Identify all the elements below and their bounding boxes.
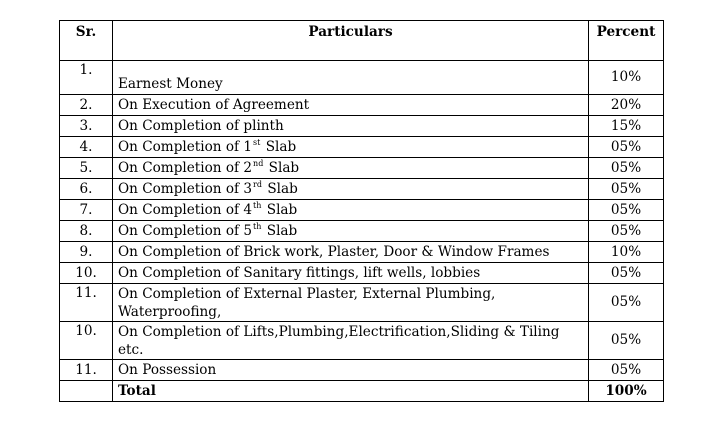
ordinal-suffix: rd — [253, 179, 262, 189]
table-row — [60, 158, 664, 179]
particulars-text: On Completion of 4 — [118, 201, 253, 218]
table-row — [60, 200, 664, 221]
header-sr: Sr. — [60, 21, 113, 61]
table-row — [60, 263, 664, 284]
particulars-suffix: Slab — [266, 201, 298, 218]
table-row — [60, 360, 664, 381]
particulars-suffix: Slab — [268, 159, 300, 176]
row-percent: 05% — [589, 322, 664, 360]
row-percent: 10% — [589, 242, 664, 263]
table-row — [60, 116, 664, 137]
table-row — [60, 242, 664, 263]
row-sr: 4. — [60, 137, 113, 158]
row-sr: 2. — [60, 95, 113, 116]
row-percent: 05% — [589, 179, 664, 200]
particulars-text: On Completion of 3 — [118, 180, 253, 197]
particulars-suffix: Slab — [265, 138, 297, 155]
particulars-suffix: Slab — [267, 180, 298, 197]
row-percent: 20% — [589, 95, 664, 116]
row-sr: 6. — [60, 179, 113, 200]
total-label: Total — [113, 381, 589, 402]
row-percent: 05% — [589, 221, 664, 242]
row-particulars: On Possession — [113, 360, 589, 381]
row-sr: 10. — [60, 263, 113, 284]
table-row — [60, 221, 664, 242]
row-percent: 10% — [589, 61, 664, 95]
row-particulars — [113, 179, 589, 200]
particulars-text: On Completion of 1 — [118, 138, 253, 155]
particulars-text: On Completion of 5 — [118, 222, 253, 239]
row-particulars — [113, 137, 589, 158]
row-percent: 05% — [589, 263, 664, 284]
total-row — [60, 381, 664, 402]
row-particulars: On Completion of Brick work, Plaster, Door & Window Frames — [113, 242, 589, 263]
header-percent: Percent — [589, 21, 664, 61]
total-sr — [60, 381, 113, 402]
row-particulars — [113, 158, 589, 179]
ordinal-suffix: nd — [253, 158, 264, 168]
row-percent: 05% — [589, 200, 664, 221]
ordinal-suffix: th — [253, 200, 262, 210]
row-particulars — [113, 221, 589, 242]
particulars-text: On Completion of 2 — [118, 159, 253, 176]
row-particulars: On Completion of plinth — [113, 116, 589, 137]
row-particulars: Earnest Money — [113, 61, 589, 95]
table-row — [60, 322, 664, 360]
row-sr: 11. — [60, 360, 113, 381]
particulars-suffix: Slab — [266, 222, 298, 239]
row-particulars: On Completion of External Plaster, External Plumbing, Waterproofing, — [113, 284, 589, 322]
ordinal-suffix: st — [253, 137, 261, 147]
row-particulars: On Execution of Agreement — [113, 95, 589, 116]
table-row — [60, 61, 664, 95]
table-row — [60, 179, 664, 200]
row-sr: 7. — [60, 200, 113, 221]
row-sr: 10. — [60, 322, 113, 360]
row-sr: 1. — [60, 61, 113, 95]
row-percent: 05% — [589, 284, 664, 322]
row-percent: 05% — [589, 158, 664, 179]
row-sr: 11. — [60, 284, 113, 322]
row-percent: 15% — [589, 116, 664, 137]
row-sr: 9. — [60, 242, 113, 263]
table-header-row — [60, 21, 664, 61]
payment-schedule-table — [59, 20, 664, 402]
row-percent: 05% — [589, 137, 664, 158]
total-percent: 100% — [589, 381, 664, 402]
row-sr: 5. — [60, 158, 113, 179]
row-particulars: On Completion of Sanitary fittings, lift wells, lobbies — [113, 263, 589, 284]
table-row — [60, 284, 664, 322]
table-row — [60, 95, 664, 116]
table-row — [60, 137, 664, 158]
row-particulars: On Completion of Lifts,Plumbing,Electrification,Sliding & Tiling etc. — [113, 322, 589, 360]
header-particulars: Particulars — [113, 21, 589, 61]
row-sr: 3. — [60, 116, 113, 137]
ordinal-suffix: th — [253, 221, 262, 231]
row-sr: 8. — [60, 221, 113, 242]
row-percent: 05% — [589, 360, 664, 381]
row-particulars — [113, 200, 589, 221]
